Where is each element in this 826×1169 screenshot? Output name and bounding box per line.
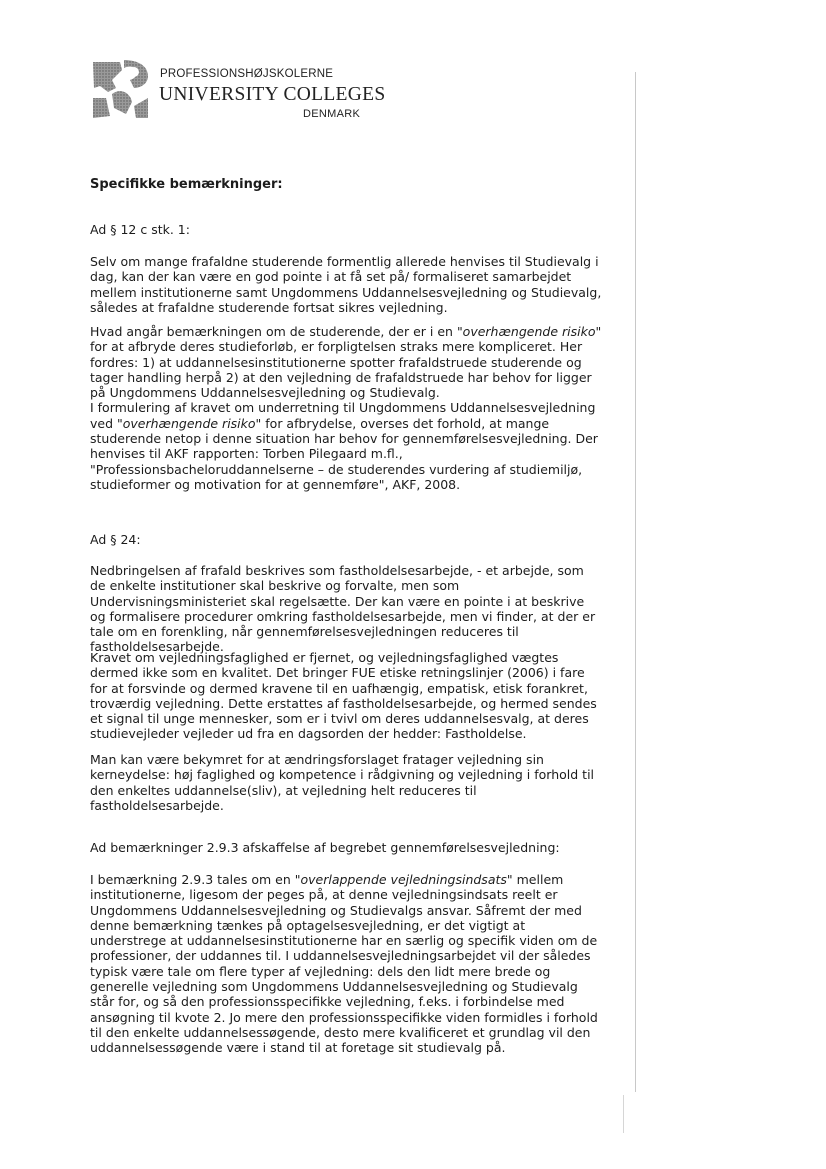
letterhead-line-1: PROFESSIONSHØJSKOLERNE <box>160 68 334 80</box>
section-2-9-3-paragraph-1: I bemærkning 2.9.3 tales om en "overlappende vejledningsindsats" mellem institutionerne, ligesom der peges på, at denne vejledningsindsats reelt er Ungdommens Uddannelsesvejledning og Studievalgs ansvar. Såfremt der med denne bemærkning tænkes på optagelsesvejledning, er det vigtigt at understrege at uddannelsesinstitutionerne har en særlig og specifik viden om de professioner, der uddannes til. I uddannelsesvejledningsarbejdet vil der således typisk være tale om flere typer af vejledning: dels den lidt mere brede og generelle vejledning som Ungdommens Uddannelsesvejledning og Studievalg står for, og så den professionsspecifikke vejledning, f.eks. i forbindelse med ansøgning til kvote 2. Jo mere den professionsspecifikke viden formidles i forhold til den enkelte uddannelsessøgende, desto mere kvalificeret et grundlag vil den uddannelsessøgende være i stand til at foretage sit studievalg på. <box>90 872 598 1056</box>
university-colleges-logo-icon <box>90 58 152 120</box>
section-title-24: Ad § 24: <box>90 532 141 547</box>
margin-rule-lower <box>623 1095 624 1133</box>
section-title-12c: Ad § 12 c stk. 1: <box>90 222 190 237</box>
letterhead-line-3: DENMARK <box>303 108 361 120</box>
section-12c-paragraph-1: Selv om mange frafaldne studerende formentlig allerede henvises til Studievalg i dag, kan der kan være en god pointe i at få set på/ formaliseret samarbejdet mellem institutionerne samt Ungdommens Uddannelsesvejledning og Studievalg, således at frafaldne studerende fortsat sikres vejledning. <box>90 254 602 315</box>
section-12c-paragraph-2: Hvad angår bemærkningen om de studerende, der er i en "overhængende risiko" for at afbryde deres studieforløb, er forpligtelsen straks mere kompliceret. Her fordres: 1) at uddannelsesinstitutionerne spotter frafaldstruede studerende og tager handling herpå 2) at den vejledning de frafaldstruede har behov for ligger på Ungdommens Uddannelsesvejledning og Studievalg. I formulering af kravet om underretning til Ungdommens Uddannelsesvejledning ved "overhængende risiko" for afbrydelse, overses det forhold, at mange studerende netop i denne situation har behov for gennemførelsesvejledning. Der henvises til AKF rapporten: Torben Pilegaard m.fl., "Professionsbacheloruddannelserne – de studerendes vurdering af studiemiljø, studieformer og motivation for at gennemføre", AKF, 2008. <box>90 324 602 492</box>
section-24-paragraph-3: Man kan være bekymret for at ændringsforslaget fratager vejledning sin kerneydelse: høj faglighed og kompetence i rådgivning og vejledning i forhold til den enkeltes uddannelse(sliv), at vejledning helt reduceres til fastholdelsesarbejde. <box>90 752 595 813</box>
document-heading: Specifikke bemærkninger: <box>90 177 283 192</box>
section-24-paragraph-1: Nedbringelsen af frafald beskrives som fastholdelsesarbejde, - et arbejde, som de enkelte institutioner skal beskrive og forvalte, men som Undervisningsministeriet skal regelsætte. Der kan være en pointe i at beskrive og formalisere procedurer omkring fastholdelsesarbejde, men vi finder, at der er tale om en forenkling, når gennemførelsesvejledningen reduceres til fastholdelsesarbejde. <box>90 563 596 655</box>
section-title-2-9-3: Ad bemærkninger 2.9.3 afskaffelse af begrebet gennemførelsesvejledning: <box>90 840 560 855</box>
section-24-paragraph-2: Kravet om vejledningsfaglighed er fjernet, og vejledningsfaglighed vægtes dermed ikke som en kvalitet. Det bringer FUE etiske retningslinjer (2006) i fare for at forsvinde og dermed kravene til en uafhængig, empatisk, etisk forankret, troværdig vejledning. Dette erstattes af fastholdelsesarbejde, og hermed sendes et signal til unge mennesker, som er i tvivl om deres uddannelsesvalg, at deres studievejleder vejleder ud fra en dagsorden der hedder: Fastholdelse. <box>90 650 597 742</box>
margin-rule <box>635 72 636 1092</box>
letterhead-line-2: UNIVERSITY COLLEGES <box>159 84 386 105</box>
